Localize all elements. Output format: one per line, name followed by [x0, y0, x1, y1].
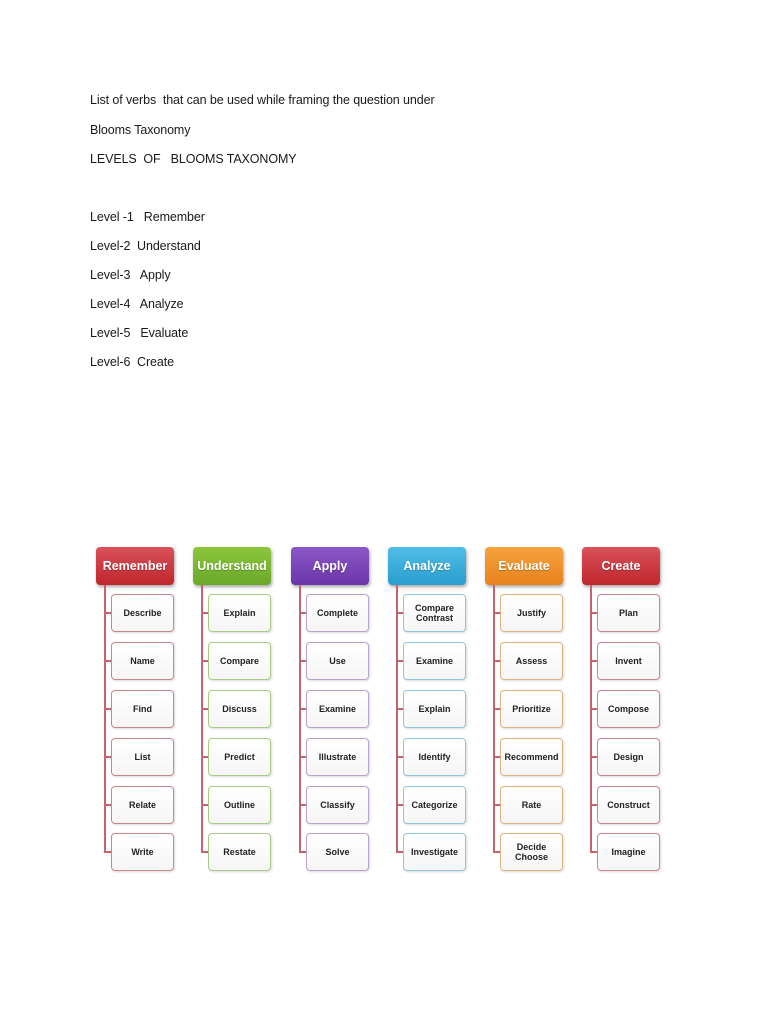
verb-examine: Examine: [306, 690, 369, 728]
verb-justify: Justify: [500, 594, 563, 632]
verb-explain: Explain: [208, 594, 271, 632]
verb-discuss: Discuss: [208, 690, 271, 728]
verb-complete: Complete: [306, 594, 369, 632]
level-header-understand: [193, 547, 271, 585]
verb-list: List: [111, 738, 174, 776]
level-6-line: Level-6 Create: [90, 355, 174, 369]
connector-vertical: [201, 585, 203, 852]
level-5-line: Level-5 Evaluate: [90, 326, 189, 340]
level-header-label: Understand: [197, 559, 267, 573]
verb-investigate: Investigate: [403, 833, 466, 871]
level-header-remember: [96, 547, 174, 585]
verb-imagine: Imagine: [597, 833, 660, 871]
connector-vertical: [493, 585, 495, 852]
level-2-line: Level-2 Understand: [90, 239, 201, 253]
verb-find: Find: [111, 690, 174, 728]
verb-invent: Invent: [597, 642, 660, 680]
verb-compare-contrast: Compare Contrast: [403, 594, 466, 632]
verb-classify: Classify: [306, 786, 369, 824]
level-header-label: Analyze: [403, 559, 451, 573]
level-header-create: [582, 547, 660, 585]
verb-explain: Explain: [403, 690, 466, 728]
verb-assess: Assess: [500, 642, 563, 680]
verb-restate: Restate: [208, 833, 271, 871]
level-header-apply: [291, 547, 369, 585]
verb-rate: Rate: [500, 786, 563, 824]
verb-write: Write: [111, 833, 174, 871]
verb-categorize: Categorize: [403, 786, 466, 824]
verb-name: Name: [111, 642, 174, 680]
connector-vertical: [299, 585, 301, 852]
intro-subtitle-line: Blooms Taxonomy: [90, 123, 191, 137]
intro-heading-line: List of verbs that can be used while framing the question under: [90, 93, 435, 107]
level-header-label: Remember: [102, 559, 168, 573]
level-header-label: Evaluate: [498, 559, 550, 573]
verb-decide-choose: Decide Choose: [500, 833, 563, 871]
verb-relate: Relate: [111, 786, 174, 824]
level-1-line: Level -1 Remember: [90, 210, 205, 224]
verb-outline: Outline: [208, 786, 271, 824]
verb-use: Use: [306, 642, 369, 680]
verb-construct: Construct: [597, 786, 660, 824]
connector-vertical: [590, 585, 592, 852]
verb-compare: Compare: [208, 642, 271, 680]
verb-describe: Describe: [111, 594, 174, 632]
level-header-label: Create: [601, 559, 641, 573]
verb-compose: Compose: [597, 690, 660, 728]
connector-vertical: [396, 585, 398, 852]
level-4-line: Level-4 Analyze: [90, 297, 184, 311]
levels-heading: LEVELS OF BLOOMS TAXONOMY: [90, 152, 297, 166]
verb-solve: Solve: [306, 833, 369, 871]
verb-illustrate: Illustrate: [306, 738, 369, 776]
level-3-line: Level-3 Apply: [90, 268, 171, 282]
verb-predict: Predict: [208, 738, 271, 776]
verb-identify: Identify: [403, 738, 466, 776]
verb-prioritize: Prioritize: [500, 690, 563, 728]
connector-vertical: [104, 585, 106, 852]
level-header-evaluate: [485, 547, 563, 585]
verb-plan: Plan: [597, 594, 660, 632]
level-header-analyze: [388, 547, 466, 585]
verb-recommend: Recommend: [500, 738, 563, 776]
level-header-label: Apply: [312, 559, 348, 573]
verb-design: Design: [597, 738, 660, 776]
verb-examine: Examine: [403, 642, 466, 680]
